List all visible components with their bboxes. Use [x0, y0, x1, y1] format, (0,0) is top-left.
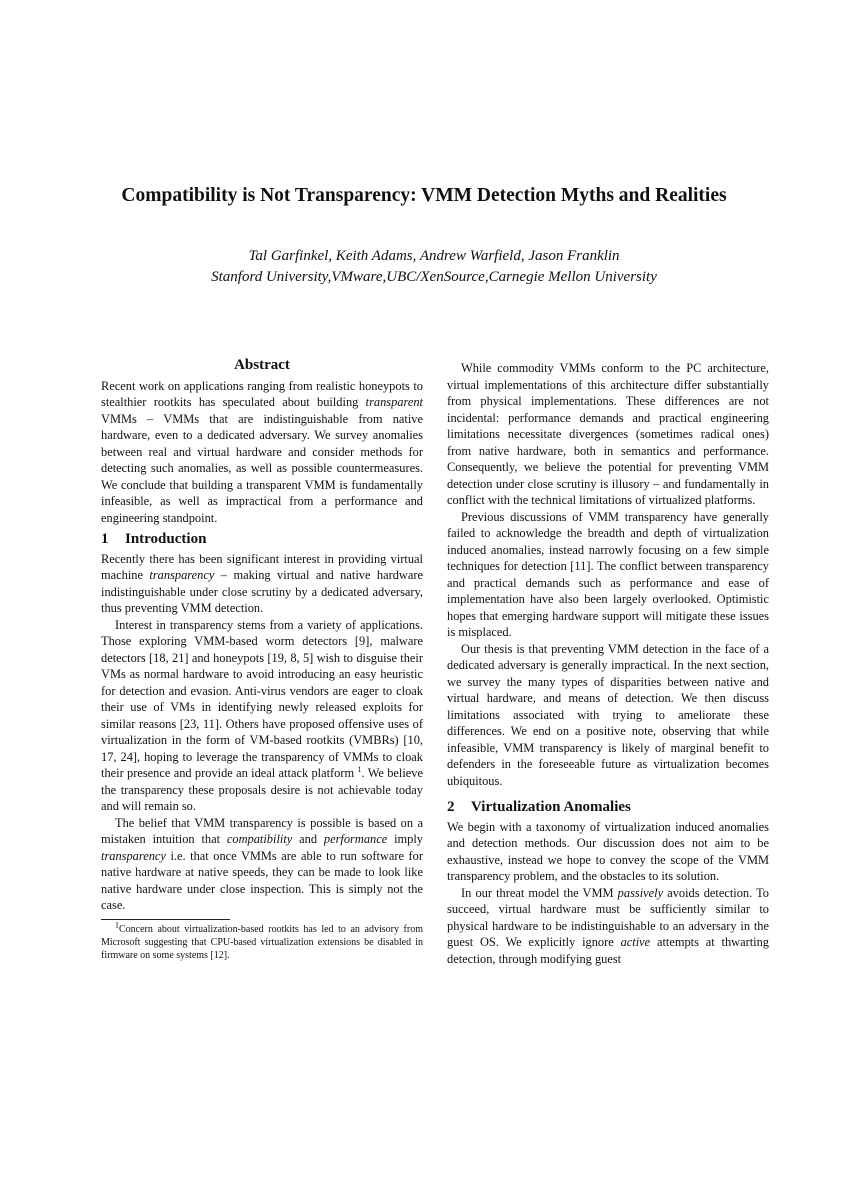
- author-block: [0, 246, 848, 288]
- right-column: [447, 360, 769, 967]
- author-names: Tal Garfinkel, Keith Adams, Andrew Warfield, Jason Franklin: [248, 248, 620, 264]
- intro-paragraph-2: Interest in transparency stems from a variety of applications. Those exploring VMM-based worm detectors [9], malware detectors [18, 21] and honeypots [19, 8, 5] wish to disguise their VMs as normal hardware to avoid introducing an easy heuristic for detection and evasion. Anti-virus vendors are eager to cloak their use of VMs in identifying newly released exploits for similar reasons [23, 11]. Others have proposed offensive uses of virtualization in the form of VM-based rootkits (VMBRs) [10, 17, 24], hoping to leverage the transparency of VMMs to cloak their presence and provide an ideal attack platform $^1$. We believe the transparency these proposals desire is not achievable today and will remain so.: [101, 617, 424, 813]
- section-title: Introduction: [125, 531, 207, 547]
- section-heading-introduction: [101, 531, 423, 548]
- right-paragraph-1: While commodity VMMs conform to the PC architecture, virtual implementations of this architecture differ substantially from physical implementations. These differences are not incidental: performance demands and practical engineering limitations necessitate divergences (sometimes radical ones) from native hardware, both in semantics and performance. Consequently, we believe the potential for preventing VMM detection under close scrutiny is illusory – and fundamentally in conflict with the technical limitations of virtualized platforms.: [447, 361, 769, 507]
- section-number: 2: [447, 799, 455, 815]
- footnote: $^1$Concern about virtualization-based rootkits has led to an advisory from Microsoft suggesting that CPU-based virtualization extensions be disabled in firmware on some systems [12].: [101, 920, 423, 961]
- left-column: [101, 357, 423, 962]
- section2-paragraph-1: We begin with a taxonomy of virtualization induced anomalies and detection methods. Our discussion does not aim to be exhaustive, instead we hope to convey the scope of the VMM transparency problem, and the obstacles to its solution.: [447, 819, 769, 883]
- author-affiliations: Stanford University,VMware,UBC/XenSource,Carnegie Mellon University: [211, 269, 657, 285]
- intro-paragraph-3: The belief that VMM transparency is possible is based on a mistaken intuition that compatibility and performance imply transparency i.e. that once VMMs are able to run software for native hardware at native speeds, they can be made to look like native hardware under close inspection. This is simply not the case.: [101, 815, 423, 912]
- section-heading-virtualization-anomalies: [447, 799, 769, 816]
- section-title: Virtualization Anomalies: [471, 799, 631, 815]
- paper-title: Compatibility is Not Transparency: VMM Detection Myths and Realities: [121, 185, 727, 206]
- footnote-rule: [101, 919, 230, 920]
- abstract-text: Recent work on applications ranging from realistic honeypots to stealthier rootkits has speculated about building transparent VMMs – VMMs that are indistinguishable from native hardware, even to a dedicated adversary. We survey anomalies between real and virtual hardware and consider methods for detecting such anomalies, as well as possible countermeasures. We conclude that building a transparent VMM is fundamentally infeasible, as well as impractical from a performance and engineering standpoint.: [101, 378, 423, 525]
- intro-paragraph-1: Recently there has been significant interest in providing virtual machine transparency – making virtual and native hardware indistinguishable under close scrutiny by a dedicated adversary, thus preventing VMM detection.: [101, 551, 423, 615]
- section2-paragraph-2: In our threat model the VMM passively avoids detection. To succeed, virtual hardware must be sufficiently similar to physical hardware to be indistinguishable to an adversary in the guest OS. We explicitly ignore active attempts at thwarting detection, through modifying guest: [447, 885, 770, 966]
- right-paragraph-2: Previous discussions of VMM transparency have generally failed to acknowledge the breadth and depth of virtualization induced anomalies, instead narrowly focusing on a few simple techniques for detection [11]. The conflict between transparency and practical demands such as performance and ease of implementation have also been largely overlooked. Optimistic hopes that emerging hardware support will mitigate these issues is misplaced.: [447, 509, 769, 639]
- section-number: 1: [101, 531, 109, 547]
- right-paragraph-3: Our thesis is that preventing VMM detection in the face of a dedicated adversary is generally impractical. In the next section, we survey the many types of disparities between native and virtual hardware, and means of detection. We then discuss limitations associated with trying to ameliorate these differences. We end on a positive note, observing that while infeasible, VMM transparency is likely of marginal benefit to defenders in the foreseeable future as virtualization becomes ubiquitous.: [447, 641, 769, 788]
- footnote-ref: 1: [357, 764, 362, 774]
- footnote-mark: 1: [115, 920, 119, 930]
- abstract-heading: Abstract: [234, 357, 290, 373]
